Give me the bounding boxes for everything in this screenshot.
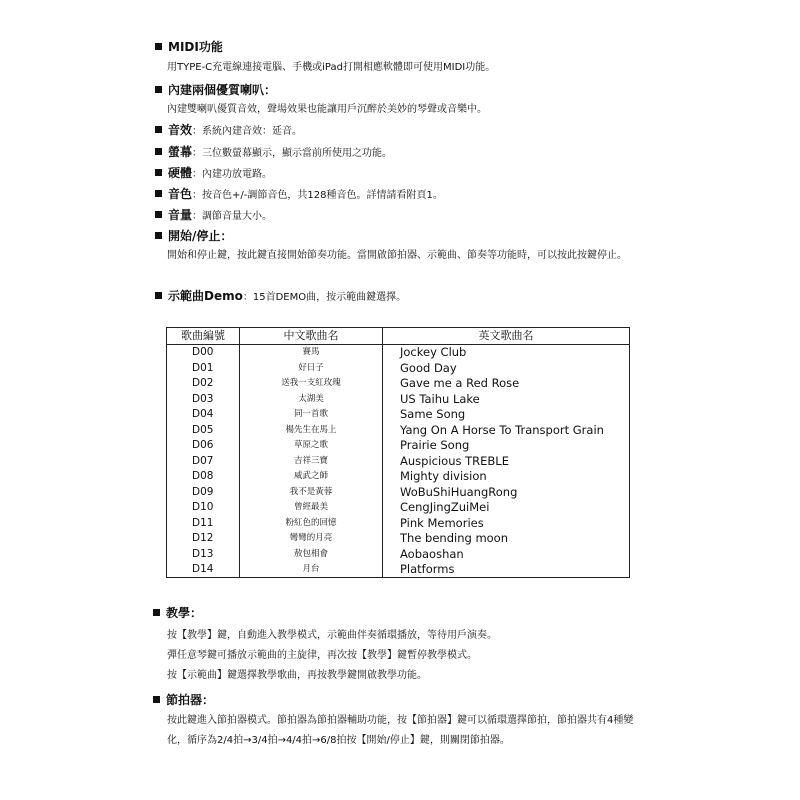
song-en-name-cell: Platforms xyxy=(383,562,630,578)
song-en-name-cell: Mighty division xyxy=(383,469,630,485)
heading-demo: 示範曲Demo：15首DEMO曲，按示範曲鍵選擇。 xyxy=(155,288,655,306)
song-code-cell: D03 xyxy=(167,391,240,407)
bullet-square-icon xyxy=(155,86,162,93)
bullet-square-icon xyxy=(155,232,162,239)
song-en-name-cell: Gave me a Red Rose xyxy=(383,376,630,392)
song-en-name-cell: CengJingZuiMei xyxy=(383,500,630,516)
table-row xyxy=(167,500,630,516)
song-en-name-cell: Good Day xyxy=(383,360,630,376)
col-header-en: 英文歌曲名 xyxy=(383,328,630,345)
song-cn-name-cell: 好日子 xyxy=(240,360,383,376)
song-code-cell: D13 xyxy=(167,546,240,562)
heading-effect: 音效：系統內建音效：延音。 xyxy=(155,122,655,140)
bullet-square-icon xyxy=(155,190,162,197)
teaching-line: 彈任意琴鍵可播放示範曲的主旋律，再次按【教學】鍵暫停教學模式。 xyxy=(167,650,477,661)
song-en-name-cell: Yang On A Horse To Transport Grain xyxy=(383,422,630,438)
song-en-name-cell: Jockey Club xyxy=(383,344,630,360)
song-en-name-cell: US Taihu Lake xyxy=(383,391,630,407)
heading-midi: MIDI功能 xyxy=(155,39,655,55)
table-row xyxy=(167,422,630,438)
song-cn-name-cell: 我不是黃蓉 xyxy=(240,484,383,500)
bullet-square-icon xyxy=(155,211,162,218)
para-metronome: 按此鍵進入節拍器模式。節拍器為節拍器輔助功能，按【節拍器】鍵可以循環選擇節拍，節拍器共有4種變化，循序為2/4拍→3/4拍→4/4拍→6/8拍按【開始/停止】鍵，則關閉節拍器。 xyxy=(167,715,634,746)
song-code-cell: D04 xyxy=(167,407,240,423)
bullet-square-icon xyxy=(153,696,160,703)
heading-hardware: 硬體：內建功放電路。 xyxy=(155,165,655,183)
heading-tone: 音色：按音色+/-調節音色，共128種音色。詳情請看附頁1。 xyxy=(155,186,655,204)
heading-teaching: 教學： xyxy=(153,605,653,621)
song-en-name-cell: WoBuShiHuangRong xyxy=(383,484,630,500)
bullet-square-icon xyxy=(155,169,162,176)
table-row xyxy=(167,438,630,454)
song-code-cell: D07 xyxy=(167,453,240,469)
song-cn-name-cell: 太湖美 xyxy=(240,391,383,407)
song-cn-name-cell: 威武之師 xyxy=(240,469,383,485)
song-cn-name-cell: 送我一支紅玫瑰 xyxy=(240,376,383,392)
song-cn-name-cell: 草原之歌 xyxy=(240,438,383,454)
table-row xyxy=(167,469,630,485)
heading-metronome: 節拍器： xyxy=(153,692,653,708)
table-row xyxy=(167,391,630,407)
song-cn-name-cell: 月台 xyxy=(240,562,383,578)
table-row xyxy=(167,531,630,547)
bullet-square-icon xyxy=(155,292,162,299)
bullet-square-icon xyxy=(153,609,160,616)
bullet-square-icon xyxy=(155,43,162,50)
song-code-cell: D02 xyxy=(167,376,240,392)
song-cn-name-cell: 曾經最美 xyxy=(240,500,383,516)
song-cn-name-cell: 敖包相會 xyxy=(240,546,383,562)
heading-volume: 音量：調節音量大小。 xyxy=(155,207,655,225)
teaching-line: 按【教學】鍵，自動進入教學模式，示範曲伴奏循環播放，等待用戶演奏。 xyxy=(167,630,497,641)
song-code-cell: D08 xyxy=(167,469,240,485)
song-en-name-cell: Auspicious TREBLE xyxy=(383,453,630,469)
song-en-name-cell: The bending moon xyxy=(383,531,630,547)
table-row xyxy=(167,344,630,360)
song-code-cell: D11 xyxy=(167,515,240,531)
song-en-name-cell: Pink Memories xyxy=(383,515,630,531)
para-midi: 用TYPE-C充電線連接電腦、手機或iPad打開相應軟體即可使用MIDI功能。 xyxy=(167,62,496,73)
table-row xyxy=(167,407,630,423)
song-code-cell: D10 xyxy=(167,500,240,516)
table-row xyxy=(167,360,630,376)
col-header-cn: 中文歌曲名 xyxy=(240,328,383,345)
table-row xyxy=(167,376,630,392)
col-header-code: 歌曲編號 xyxy=(167,328,240,345)
song-cn-name-cell: 吉祥三寶 xyxy=(240,453,383,469)
song-code-cell: D00 xyxy=(167,344,240,360)
song-cn-name-cell: 同一首歌 xyxy=(240,407,383,423)
song-cn-name-cell: 賽馬 xyxy=(240,344,383,360)
song-code-cell: D14 xyxy=(167,562,240,578)
song-en-name-cell: Same Song xyxy=(383,407,630,423)
heading-start-stop: 開始/停止： xyxy=(155,228,655,244)
song-code-cell: D12 xyxy=(167,531,240,547)
heading-speaker: 內建兩個優質喇叭： xyxy=(155,82,655,98)
song-code-cell: D05 xyxy=(167,422,240,438)
song-cn-name-cell: 楊先生在馬上 xyxy=(240,422,383,438)
song-en-name-cell: Aobaoshan xyxy=(383,546,630,562)
table-row xyxy=(167,515,630,531)
para-teaching xyxy=(167,626,647,686)
heading-screen: 螢幕：三位數螢幕顯示，顯示當前所使用之功能。 xyxy=(155,144,655,162)
demo-song-table xyxy=(166,327,630,578)
song-cn-name-cell: 彎彎的月亮 xyxy=(240,531,383,547)
para-speaker: 內建雙喇叭優質音效，聲場效果也能讓用戶沉醉於美妙的琴聲或音樂中。 xyxy=(167,104,487,115)
table-row xyxy=(167,562,630,578)
table-header-row xyxy=(167,328,630,345)
song-en-name-cell: Prairie Song xyxy=(383,438,630,454)
teaching-line: 按【示範曲】鍵選擇教學歌曲，再按教學鍵開啟教學功能。 xyxy=(167,670,427,681)
table-row xyxy=(167,546,630,562)
song-cn-name-cell: 粉紅色的回憶 xyxy=(240,515,383,531)
para-start-stop: 開始和停止鍵，按此鍵直接開始節奏功能。當開啟節拍器、示範曲、節奏等功能時，可以按此按鍵停止。 xyxy=(167,250,627,261)
table-row xyxy=(167,453,630,469)
song-code-cell: D09 xyxy=(167,484,240,500)
table-row xyxy=(167,484,630,500)
bullet-square-icon xyxy=(155,148,162,155)
song-code-cell: D01 xyxy=(167,360,240,376)
bullet-square-icon xyxy=(155,126,162,133)
song-code-cell: D06 xyxy=(167,438,240,454)
